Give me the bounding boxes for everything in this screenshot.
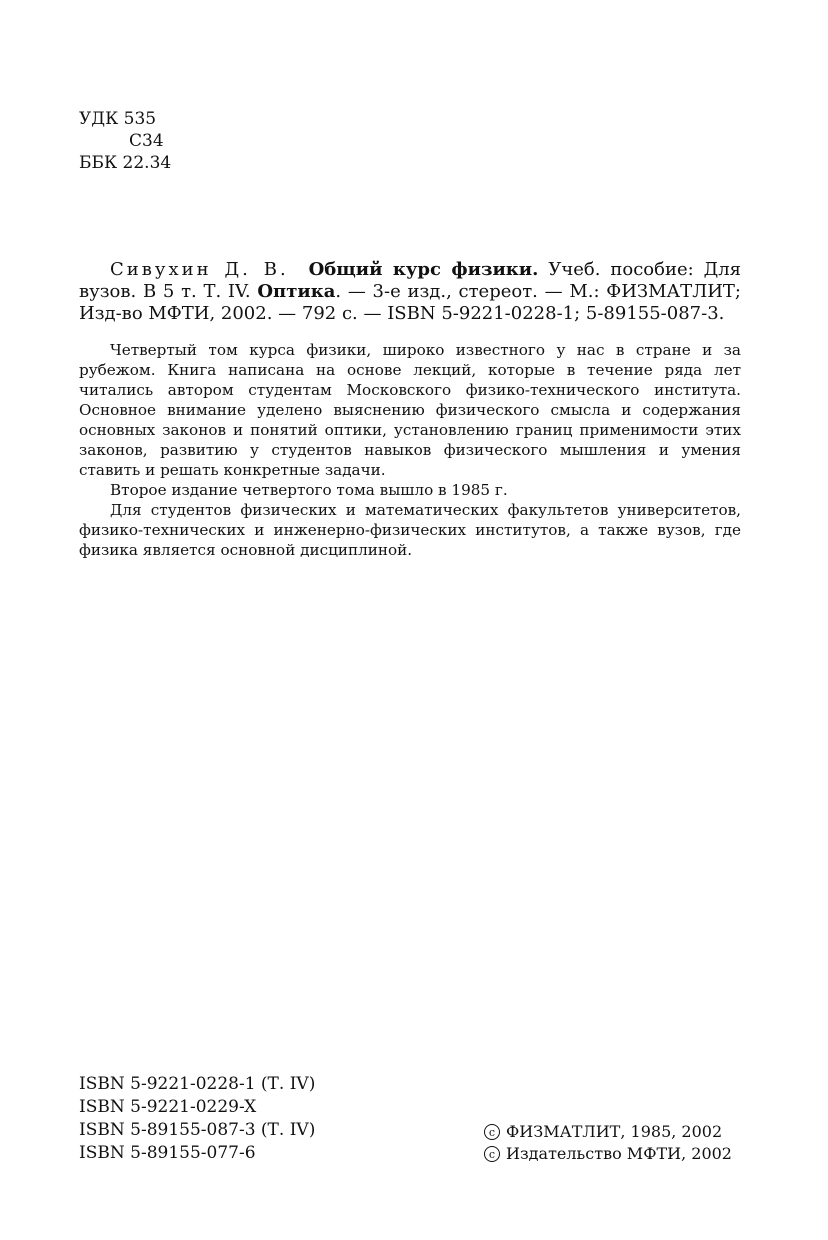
annotation-paragraph: Для студентов физических и математических факультетов университетов, физико-технических и инженерно-физических институтов, а также вузов, где физика является основной дисциплиной. bbox=[79, 501, 741, 559]
citation-volume-title: Оптика bbox=[257, 281, 336, 302]
citation-part2: . — 3-е изд., стереот. — М.: ФИЗМАТЛИТ; Изд-во МФТИ, 2002. — 792 с. — ISBN 5-9221-0228-1; 5-89155-087-3. bbox=[79, 281, 741, 324]
udk-code: УДК 535 bbox=[79, 109, 157, 129]
citation-title: Общий курс физики. bbox=[308, 259, 539, 280]
annotation-paragraph: Четвертый том курса физики, широко известного у нас в стране и за рубежом. Книга написана на основе лекций, которые в течение ряда лет читались автором студентам Московского физико-технического института. Основное внимание уделено выяснению физического смысла и содержания основных законов и понятий оптики, установлению границ применимости этих законов, развитию у студентов навыков физического мышления и умения ставить и решать конкретные задачи. bbox=[79, 341, 741, 479]
citation-part1: Учеб. пособие: Для вузов. В 5 т. Т. IV. bbox=[79, 259, 741, 302]
copyright-text: ФИЗМАТЛИТ, 1985, 2002 bbox=[506, 1122, 723, 1141]
isbn-item: ISBN 5-89155-077-6 bbox=[79, 1143, 256, 1163]
annotation bbox=[79, 340, 741, 560]
annotation-paragraph: Второе издание четвертого тома вышло в 1985 г. bbox=[110, 481, 508, 499]
copyright-block bbox=[484, 1121, 732, 1165]
copyright-line bbox=[484, 1121, 732, 1143]
author-mark: С34 bbox=[129, 131, 164, 151]
classification-block bbox=[79, 108, 171, 174]
copyright-icon: c bbox=[484, 1124, 500, 1140]
isbn-item: ISBN 5-9221-0228-1 (Т. IV) bbox=[79, 1074, 316, 1094]
copyright-text: Издательство МФТИ, 2002 bbox=[506, 1144, 732, 1163]
copyright-icon: c bbox=[484, 1146, 500, 1162]
isbn-item: ISBN 5-89155-087-3 (Т. IV) bbox=[79, 1120, 316, 1140]
bibliographic-citation bbox=[79, 259, 741, 325]
citation-author: Сивухин Д. В. bbox=[110, 259, 289, 280]
isbn-list bbox=[79, 1073, 315, 1165]
isbn-item: ISBN 5-9221-0229-X bbox=[79, 1097, 257, 1117]
copyright-line bbox=[484, 1143, 732, 1165]
bbk-code: ББК 22.34 bbox=[79, 153, 172, 173]
